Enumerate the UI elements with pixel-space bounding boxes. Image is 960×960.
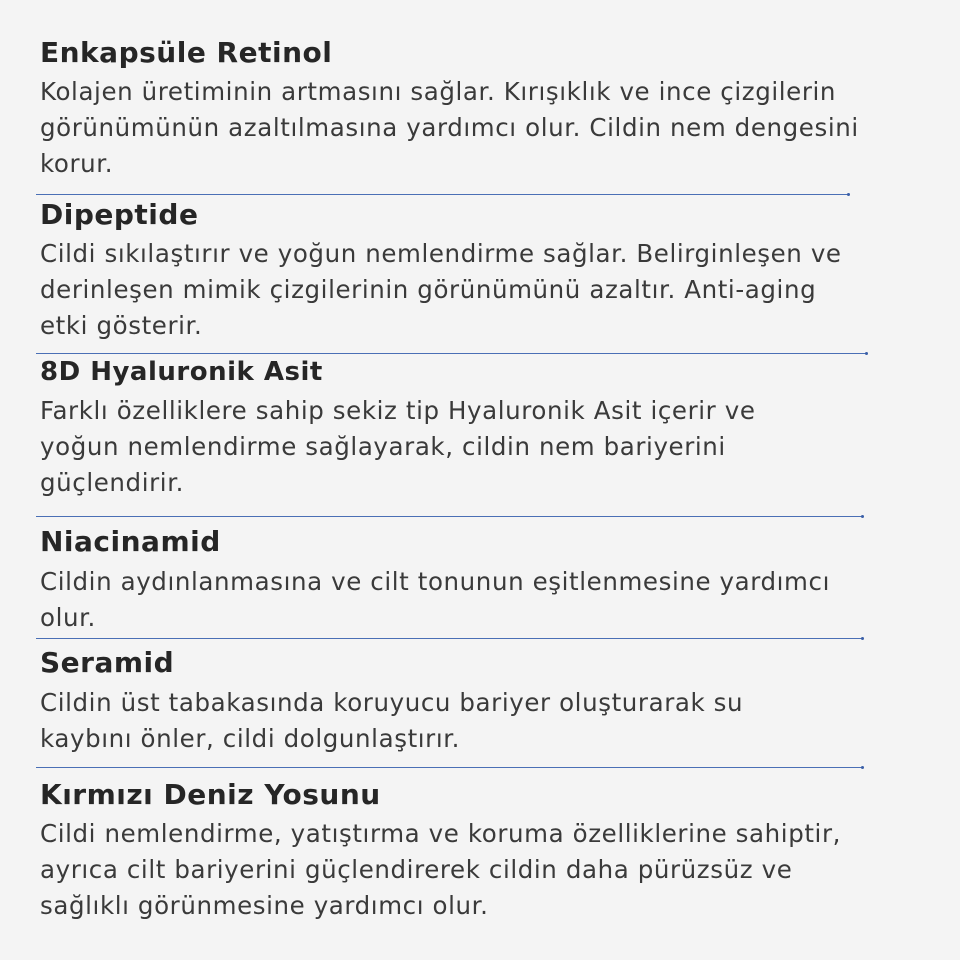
ingredient-title-ceramide: Seramid: [40, 646, 175, 679]
ingredient-description-red-seaweed: Cildi nemlendirme, yatıştırma ve koruma özelliklerine sahiptir, ayrıca cilt bariyerini güçlendirerek cildin daha pürüzsüz ve sağlıklı görünmesine yardımcı olur.: [40, 819, 842, 920]
ingredient-description-hyaluronic-acid: Farklı özelliklere sahip sekiz tip Hyaluronik Asit içerir ve yoğun nemlendirme sağlayarak, cildin nem bariyerini güçlendirir.: [40, 396, 756, 497]
ingredient-description-retinol: Kolajen üretiminin artmasını sağlar. Kırışıklık ve ince çizgilerin görünümünün azaltılmasına yardımcı olur. Cildin nem dengesini korur.: [40, 77, 859, 178]
ingredient-title-dipeptide: Dipeptide: [40, 198, 199, 231]
ingredient-description-dipeptide: Cildi sıkılaştırır ve yoğun nemlendirme sağlar. Belirginleşen ve derinleşen mimik çizgilerinin görünümünü azaltır. Anti-aging etki gösterir.: [40, 239, 842, 340]
ingredient-description-niacinamide: Cildin aydınlanmasına ve cilt tonunun eşitlenmesine yardımcı olur.: [40, 567, 830, 632]
section-divider: [36, 516, 862, 517]
ingredient-title-red-seaweed: Kırmızı Deniz Yosunu: [40, 778, 381, 811]
section-divider: [36, 353, 866, 354]
ingredient-title-niacinamide: Niacinamid: [40, 525, 221, 558]
ingredient-description-ceramide: Cildin üst tabakasında koruyucu bariyer oluşturarak su kaybını önler, cildi dolgunlaştırır.: [40, 688, 744, 753]
ingredient-title-hyaluronic-acid: 8D Hyaluronik Asit: [40, 357, 323, 387]
section-divider: [36, 767, 862, 768]
section-divider: [36, 194, 848, 195]
ingredient-title-retinol: Enkapsüle Retinol: [40, 36, 333, 69]
section-divider: [36, 638, 862, 639]
